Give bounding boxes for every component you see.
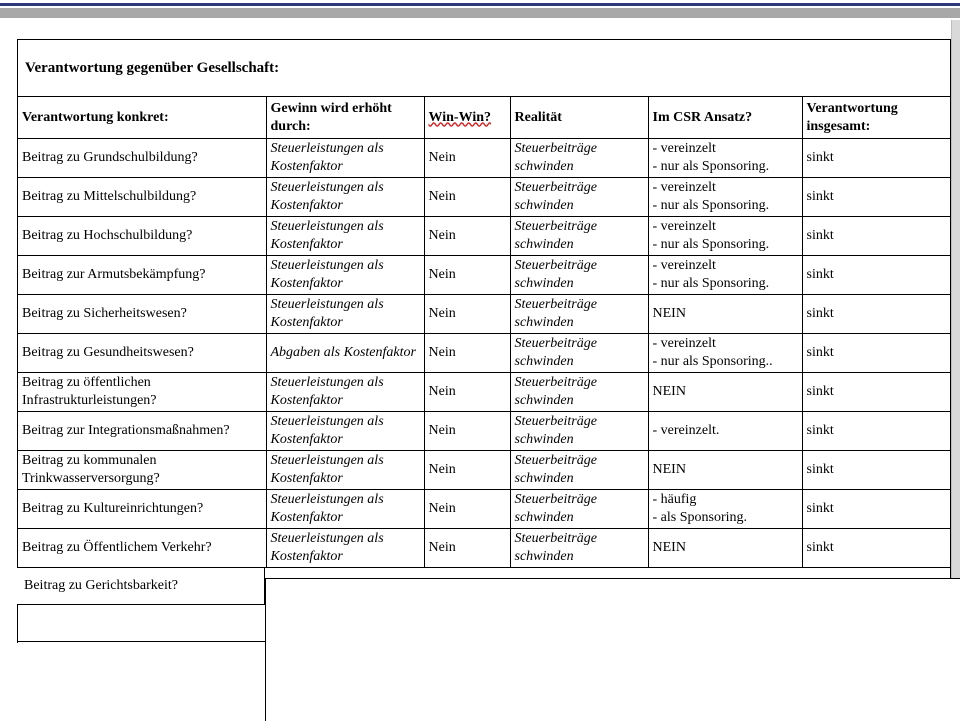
cell-reality: Steuerbeiträge schwinden [510,295,648,334]
csr-line: NEIN [652,384,686,399]
cell-winwin: Nein [424,217,510,256]
cell-gain: Steuerleistungen als Kostenfaktor [266,490,424,529]
top-stripe-gray [0,8,960,18]
cell-item: Beitrag zu Hochschulbildung? [18,217,266,256]
column-header-item: Verantwortung konkret: [18,97,266,139]
cell-csr [648,256,802,295]
cell-item: Beitrag zu Öffentlichem Verkehr? [18,529,266,568]
cell-item: Beitrag zu kommunalen Trinkwasserversorgung? [18,451,266,490]
top-stripe-navy [0,3,960,6]
table-row [18,256,950,295]
cell-reality: Steuerbeiträge schwinden [510,217,648,256]
cell-item: Beitrag zur Integrationsmaßnahmen? [18,412,266,451]
cell-gain: Steuerleistungen als Kostenfaktor [266,178,424,217]
cell-winwin: Nein [424,178,510,217]
csr-line: - nur als Sponsoring. [652,159,770,174]
cell-reality: Steuerbeiträge schwinden [510,139,648,178]
cell-total: sinkt [802,373,950,412]
cell-item: Beitrag zu Grundschulbildung? [18,139,266,178]
cell-total: sinkt [802,295,950,334]
column-header-csr: Im CSR Ansatz? [648,97,802,139]
cell-item: Beitrag zu Sicherheitswesen? [18,295,266,334]
table-row [18,334,950,373]
cell-gain: Steuerleistungen als Kostenfaktor [266,295,424,334]
cell-reality: Steuerbeiträge schwinden [510,412,648,451]
cell-total: sinkt [802,490,950,529]
cell-csr [648,178,802,217]
partial-row-item: Beitrag zu Gerichtsbarkeit? [17,567,265,605]
cell-winwin: Nein [424,451,510,490]
csr-line: - vereinzelt [652,258,716,273]
csr-line: - vereinzelt. [652,423,720,438]
column-header-reality: Realität [510,97,648,139]
cell-total: sinkt [802,412,950,451]
cell-total: sinkt [802,451,950,490]
table-body [18,139,950,568]
cell-total: sinkt [802,256,950,295]
cell-winwin: Nein [424,256,510,295]
cell-gain: Steuerleistungen als Kostenfaktor [266,217,424,256]
window-top-bar [0,0,960,20]
cell-csr [648,451,802,490]
overlay-blank-area [265,578,960,721]
table-row [18,412,950,451]
cell-item: Beitrag zu Gesundheitswesen? [18,334,266,373]
cell-winwin: Nein [424,412,510,451]
csr-line: - nur als Sponsoring. [652,276,770,291]
csr-line: - vereinzelt [652,336,716,351]
cell-total: sinkt [802,529,950,568]
csr-line: - nur als Sponsoring.. [652,354,773,369]
cell-total: sinkt [802,139,950,178]
cell-csr [648,490,802,529]
table-row [18,217,950,256]
cell-csr [648,139,802,178]
responsibility-table [18,97,950,568]
cell-winwin: Nein [424,295,510,334]
csr-line: NEIN [652,306,686,321]
table-row [18,373,950,412]
column-header-winwin [424,97,510,139]
csr-line: - als Sponsoring. [652,510,747,525]
cell-csr [648,373,802,412]
cell-total: sinkt [802,334,950,373]
cell-csr [648,295,802,334]
cell-reality: Steuerbeiträge schwinden [510,490,648,529]
cell-gain: Steuerleistungen als Kostenfaktor [266,412,424,451]
cell-csr [648,529,802,568]
cell-item: Beitrag zur Armutsbekämpfung? [18,256,266,295]
cell-item: Beitrag zu Kultureinrichtungen? [18,490,266,529]
table-row [18,178,950,217]
table-row [18,295,950,334]
csr-line: - vereinzelt [652,219,716,234]
document-page [17,39,951,643]
cell-winwin: Nein [424,139,510,178]
cell-gain: Steuerleistungen als Kostenfaktor [266,529,424,568]
csr-line: NEIN [652,540,686,555]
cell-gain: Steuerleistungen als Kostenfaktor [266,373,424,412]
csr-line: - häufig [652,492,697,507]
document-title: Verantwortung gegenüber Gesellschaft: [18,40,950,97]
csr-line: - nur als Sponsoring. [652,237,770,252]
cell-total: sinkt [802,178,950,217]
cell-reality: Steuerbeiträge schwinden [510,451,648,490]
cell-reality: Steuerbeiträge schwinden [510,529,648,568]
cell-reality: Steuerbeiträge schwinden [510,256,648,295]
cell-item: Beitrag zu öffentlichen Infrastrukturleistungen? [18,373,266,412]
table-row [18,529,950,568]
cell-gain: Steuerleistungen als Kostenfaktor [266,451,424,490]
table-header-row [18,97,950,139]
table-row [18,139,950,178]
cell-winwin: Nein [424,334,510,373]
csr-line: - vereinzelt [652,180,716,195]
column-header-total: Verantwortung insgesamt: [802,97,950,139]
cell-total: sinkt [802,217,950,256]
cell-csr [648,334,802,373]
cell-gain: Steuerleistungen als Kostenfaktor [266,139,424,178]
cell-reality: Steuerbeiträge schwinden [510,178,648,217]
cell-winwin: Nein [424,490,510,529]
csr-line: NEIN [652,462,686,477]
column-header-gain: Gewinn wird erhöht durch: [266,97,424,139]
partial-row-stub [17,605,265,642]
cell-gain: Abgaben als Kostenfaktor [266,334,424,373]
cell-reality: Steuerbeiträge schwinden [510,334,648,373]
cell-csr [648,412,802,451]
cell-item: Beitrag zu Mittelschulbildung? [18,178,266,217]
table-row [18,490,950,529]
cell-winwin: Nein [424,373,510,412]
csr-line: - vereinzelt [652,141,716,156]
cell-csr [648,217,802,256]
cell-winwin: Nein [424,529,510,568]
winwin-header-text: Win-Win? [428,109,492,125]
table-row [18,451,950,490]
csr-line: - nur als Sponsoring. [652,198,770,213]
cell-gain: Steuerleistungen als Kostenfaktor [266,256,424,295]
cell-reality: Steuerbeiträge schwinden [510,373,648,412]
